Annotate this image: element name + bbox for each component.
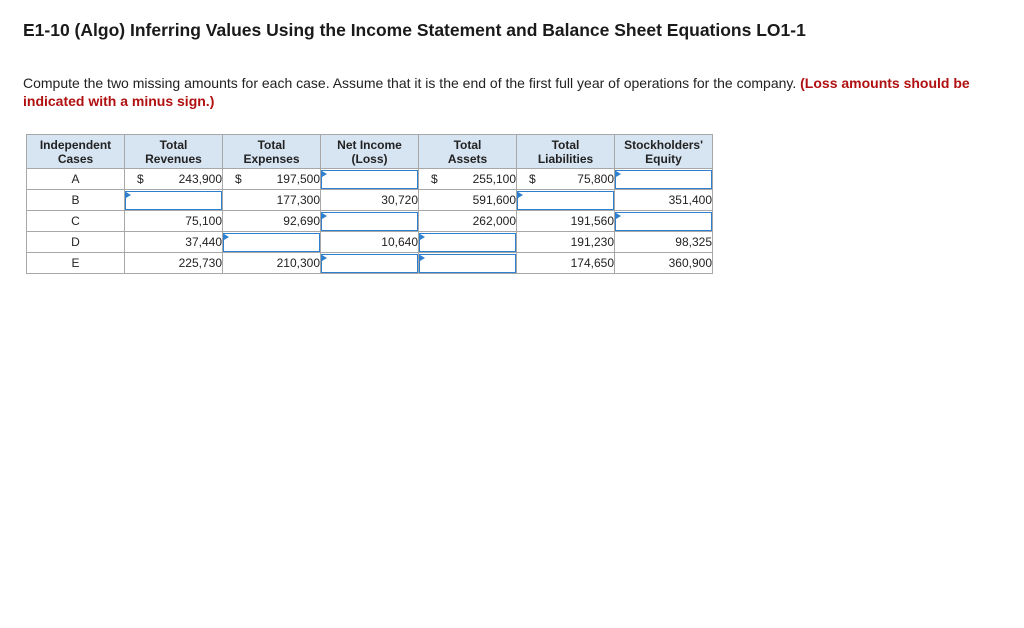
total-revenues-cell: 225,730: [125, 253, 223, 274]
case-label: D: [27, 232, 125, 253]
header-total-liabilities: Total Liabilities: [517, 135, 615, 169]
currency-symbol: $: [529, 172, 536, 186]
stockholders-equity-input-cell: [615, 211, 713, 232]
total-expenses-input-d[interactable]: [224, 234, 319, 251]
header-net-income: Net Income (Loss): [321, 135, 419, 169]
net-income-cell: 30,720: [321, 190, 419, 211]
stockholders-equity-input-c[interactable]: [616, 213, 711, 230]
currency-symbol: $: [137, 172, 144, 186]
total-assets-input-e[interactable]: [420, 255, 515, 272]
total-expenses-cell: 177,300: [223, 190, 321, 211]
instructions-text: Compute the two missing amounts for each case. Assume that it is the end of the first full year of operations for the company.: [23, 75, 797, 91]
total-assets-cell: 591,600: [419, 190, 517, 211]
net-income-input-cell: [321, 169, 419, 190]
total-liabilities-cell: $ 75,800: [517, 169, 615, 190]
header-total-assets: Total Assets: [419, 135, 517, 169]
total-assets-input-cell: [419, 232, 517, 253]
stockholders-equity-input-a[interactable]: [616, 171, 711, 188]
table-row-d: [27, 232, 713, 253]
stockholders-equity-cell: 98,325: [615, 232, 713, 253]
instructions: [23, 74, 1003, 110]
table-row-b: [27, 190, 713, 211]
net-income-input-a[interactable]: [322, 171, 417, 188]
table-row-c: [27, 211, 713, 232]
net-income-cell: 10,640: [321, 232, 419, 253]
case-label: E: [27, 253, 125, 274]
total-liabilities-input-cell: [517, 190, 615, 211]
total-revenues-input-cell: [125, 190, 223, 211]
stockholders-equity-input-cell: [615, 169, 713, 190]
total-revenues-cell: $ 243,900: [125, 169, 223, 190]
stockholders-equity-cell: 360,900: [615, 253, 713, 274]
total-liabilities-cell: 191,230: [517, 232, 615, 253]
page-title: E1-10 (Algo) Inferring Values Using the Income Statement and Balance Sheet Equations LO1-1: [23, 20, 806, 40]
header-total-revenues: Total Revenues: [125, 135, 223, 169]
case-label: C: [27, 211, 125, 232]
header-independent-cases: Independent Cases: [27, 135, 125, 169]
stockholders-equity-cell: 351,400: [615, 190, 713, 211]
total-expenses-cell: 210,300: [223, 253, 321, 274]
table-row-a: [27, 169, 713, 190]
total-expenses-input-cell: [223, 232, 321, 253]
total-assets-cell: $ 255,100: [419, 169, 517, 190]
total-assets-input-cell: [419, 253, 517, 274]
table-header-row: [27, 135, 713, 169]
total-expenses-cell: $ 197,500: [223, 169, 321, 190]
header-stockholders-equity: Stockholders' Equity: [615, 135, 713, 169]
net-income-input-e[interactable]: [322, 255, 417, 272]
case-label: A: [27, 169, 125, 190]
total-liabilities-input-b[interactable]: [518, 192, 613, 209]
total-liabilities-cell: 174,650: [517, 253, 615, 274]
total-expenses-cell: 92,690: [223, 211, 321, 232]
total-liabilities-cell: 191,560: [517, 211, 615, 232]
currency-symbol: $: [235, 172, 242, 186]
values-table: [26, 134, 713, 274]
net-income-input-c[interactable]: [322, 213, 417, 230]
table-row-e: [27, 253, 713, 274]
total-assets-input-d[interactable]: [420, 234, 515, 251]
case-label: B: [27, 190, 125, 211]
total-revenues-cell: 37,440: [125, 232, 223, 253]
instructions-note: (Loss amounts should be indicated with a minus sign.): [23, 75, 970, 109]
net-income-input-cell: [321, 253, 419, 274]
total-revenues-input-b[interactable]: [126, 192, 221, 209]
header-total-expenses: Total Expenses: [223, 135, 321, 169]
total-assets-cell: 262,000: [419, 211, 517, 232]
currency-symbol: $: [431, 172, 438, 186]
net-income-input-cell: [321, 211, 419, 232]
total-revenues-cell: 75,100: [125, 211, 223, 232]
